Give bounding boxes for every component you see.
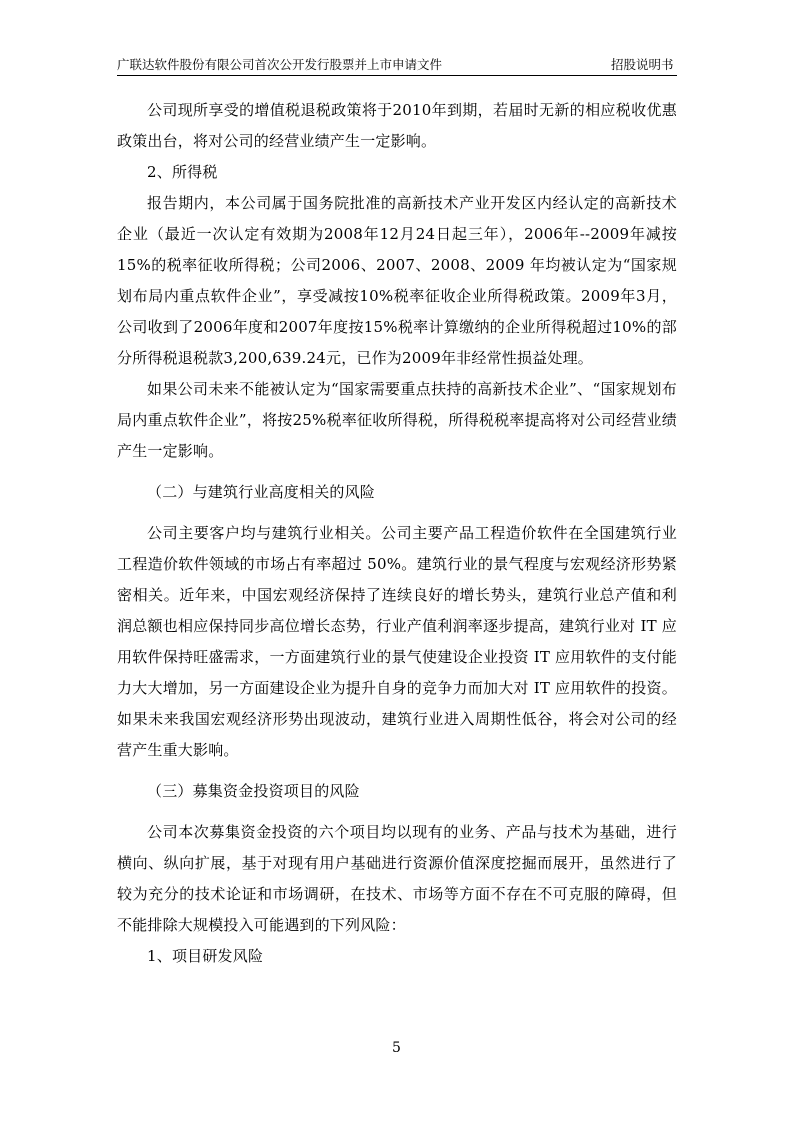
paragraph-fund-investment-risk: 公司本次募集资金投资的六个项目均以现有的业务、产品与技术为基础，进行横向、纵向扩展，基于对现有用户基础进行资源价值深度挖掘而展开，虽然进行了较为充分的技术论证和市场调研，在技术、市场等方面不存在不可克服的障碍，但不能排除大规模投入可能遇到的下列风险： bbox=[117, 823, 677, 934]
subheading-income-tax: 2、所得税 bbox=[147, 163, 218, 181]
header-divider bbox=[117, 75, 677, 76]
paragraph-income-tax-risk: 如果公司未来不能被认定为“国家需要重点扶持的高新技术企业”、“国家规划布局内重点软件企业”，将按25%税率征收所得税，所得税税率提高将对公司经营业绩产生一定影响。 bbox=[117, 380, 677, 460]
section-heading-construction-risk: （二）与建筑行业高度相关的风险 bbox=[147, 483, 376, 501]
subheading-rd-risk: 1、项目研发风险 bbox=[147, 947, 264, 965]
section-heading-fund-investment-risk: （三）募集资金投资项目的风险 bbox=[147, 782, 360, 800]
paragraph-construction-risk: 公司主要客户均与建筑行业相关。公司主要产品工程造价软件在全国建筑行业工程造价软件领域的市场占有率超过 50%。建筑行业的景气程度与宏观经济形势紧密相关。近年来，中国宏观经济保持了连续良好的增长势头，建筑行业总产值和利润总额也相应保持同步高位增长态势，行业产值利润率逐步提高，建筑行业对 IT 应用软件保持旺盛需求，一方面建筑行业的景气使建设企业投资 IT 应用软件的支付能力大大增加，另一方面建设企业为提升自身的竞争力而加大对 IT 应用软件的投资。如果未来我国宏观经济形势出现波动，建筑行业进入周期性低谷，将会对公司的经营产生重大影响。 bbox=[117, 524, 677, 759]
page-body bbox=[117, 95, 677, 972]
document-type-label: 招股说明书 bbox=[611, 57, 674, 72]
page-number: 5 bbox=[392, 1040, 401, 1056]
paragraph-vat-refund: 公司现所享受的增值税退税政策将于2010年到期，若届时无新的相应税收优惠政策出台，将对公司的经营业绩产生一定影响。 bbox=[117, 101, 677, 150]
paragraph-income-tax-details: 报告期内，本公司属于国务院批准的高新技术产业开发区内经认定的高新技术企业（最近一次认定有效期为2008年12月24日起三年），2006年--2009年减按15%的税率征收所得税；公司2006、2007、2008、2009 年均被认定为“国家规划布局内重点软件企业”，享受减按10%税率征收企业所得税政策。2009年3月，公司收到了2006年度和2007年度按15%税率计算缴纳的企业所得税超过10%的部分所得税退税款3,200,639.24元，已作为2009年非经常性损益处理。 bbox=[117, 194, 677, 367]
document-header-title: 广联达软件股份有限公司首次公开发行股票并上市申请文件 bbox=[117, 57, 443, 72]
